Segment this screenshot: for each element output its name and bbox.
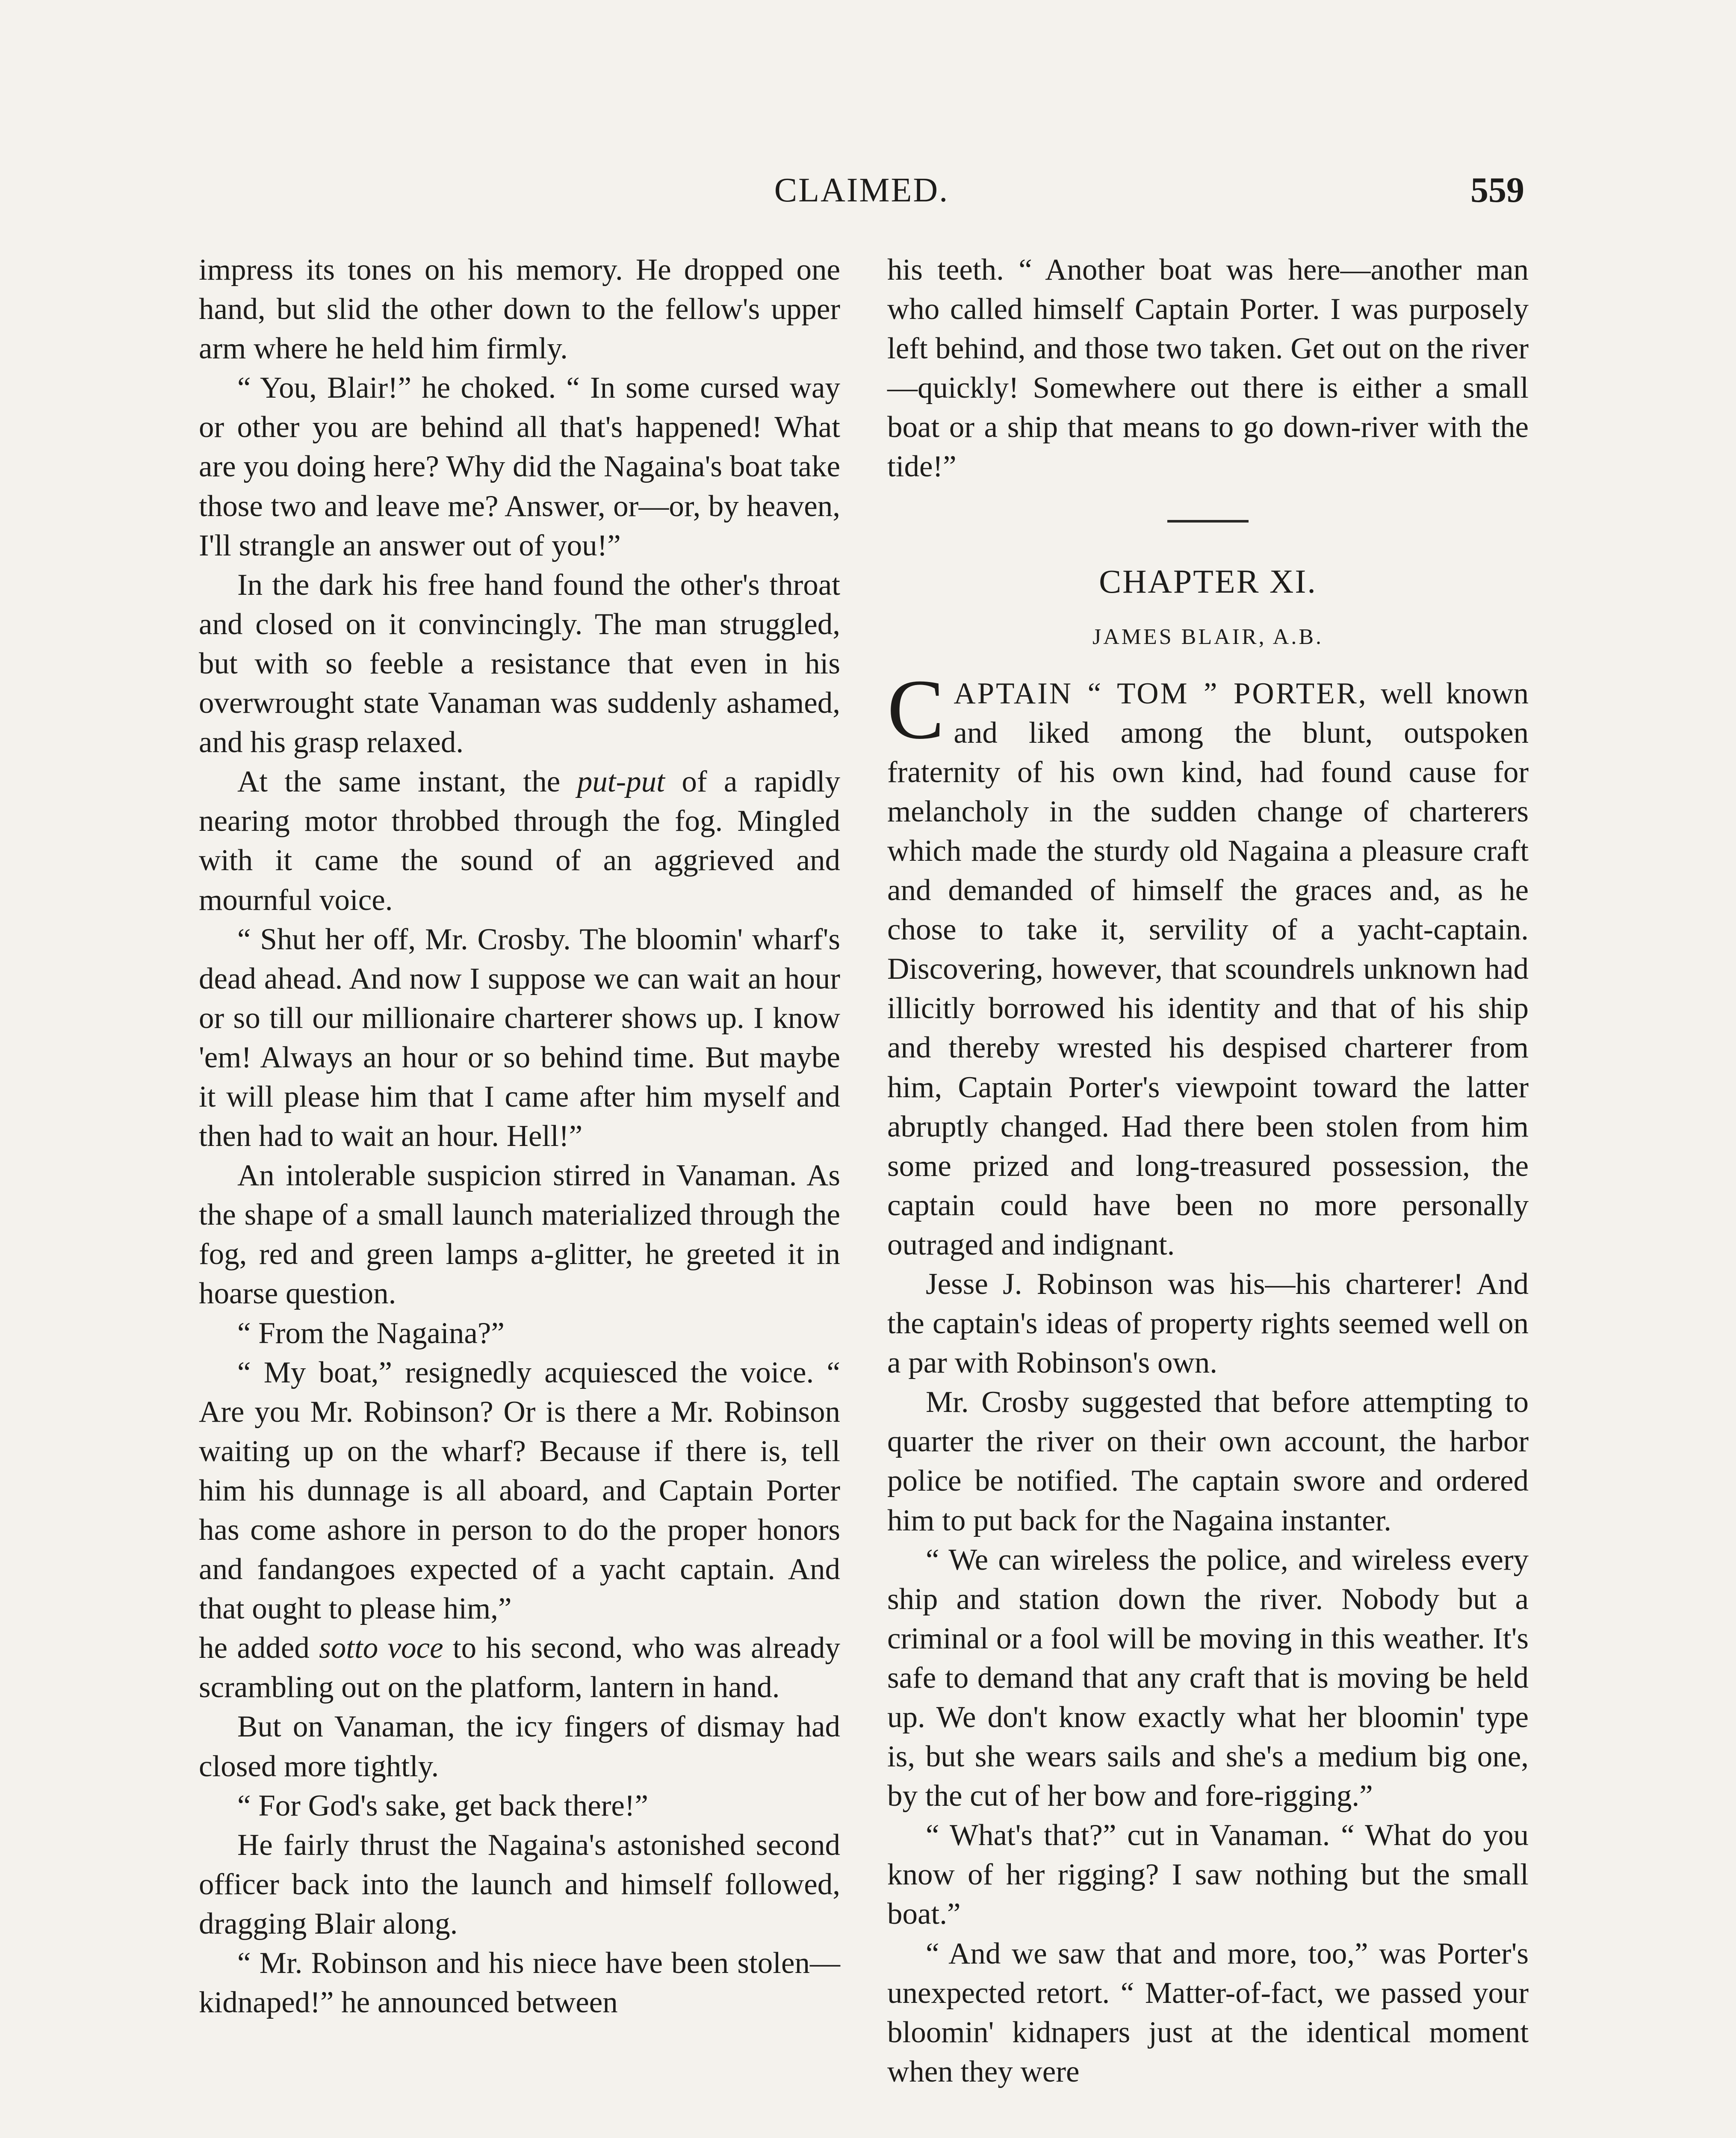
page-number: 559	[1470, 170, 1524, 210]
section-divider	[1167, 520, 1249, 523]
page-header	[199, 171, 1524, 218]
chapter-subtitle: JAMES BLAIR, A.B.	[1092, 624, 1324, 649]
paragraph: “ From the Nagaina?”	[237, 1316, 505, 1350]
running-title: CLAIMED.	[774, 171, 949, 209]
paragraph: “ What's that?” cut in Vanaman. “ What do you know of her rigging? I saw nothing but the small boat.”	[887, 1819, 1529, 1931]
paragraph: In the dark his free hand found the other's throat and closed on it convincingly. The man struggled, but with so feeble a resistance that even in his overwrought state Vanaman was suddenly ashamed, and his grasp relaxed.	[199, 568, 840, 759]
paragraph	[887, 662, 1529, 1264]
paragraph: “ Mr. Robinson and his niece have been stolen—kidnaped!” he announced between	[199, 1946, 840, 2020]
paragraph: But on Vanaman, the icy fingers of dismay had closed more tightly.	[199, 1710, 840, 1783]
paragraph: “ And we saw that and more, too,” was Porter's unexpected retort. “ Matter-of-fact, we passed your bloomin' kidnapers just at the identical moment when they were	[887, 1937, 1529, 2088]
left-column	[199, 250, 840, 2022]
paragraph: “ We can wireless the police, and wireless every ship and station down the river. Nobody but a criminal or a fool will be moving in this weather. It's safe to demand that any craft that is moving be held up. We don't know exactly what her bloomin' type is, but she wears sails and she's a medium big one, by the cut of her bow and fore-rigging.”	[887, 1543, 1529, 1813]
paragraph: Jesse J. Robinson was his—his charterer! And the captain's ideas of property rights seemed well on a par with Robinson's own.	[887, 1267, 1529, 1380]
paragraph: He fairly thrust the Nagaina's astonished second officer back into the launch and himself followed, dragging Blair along.	[199, 1828, 840, 1940]
paragraph: “ My boat,” resignedly acquiesced the voice. “ Are you Mr. Robinson? Or is there a Mr. Robinson waiting up on the wharf? Because if there is, tell him his dunnage is all aboard, and Captain Porter has come ashore in person to do the proper honors and fandangoes expected of a yacht captain. And that ought to please him,”	[199, 1355, 840, 1626]
chapter-heading: CHAPTER XI.	[1099, 562, 1317, 600]
text-run: well known and liked among the blunt, outspoken fraternity of his own kind, had found cause for melancholy in the sudden change of charterers which made the sturdy old Nagaina a pleasure craft and demanded of himself the graces and, as he chose to take it, servility of a yacht-captain. Discovering, however, that scoundrels unknown had illicitly borrowed his identity and that of his ship and thereby wrested his despised charterer from him, Captain Porter's viewpoint toward the latter abruptly changed. Had there been stolen from him some prized and long-treasured possession, the captain could have been no more personally outraged and indignant.	[887, 676, 1529, 1261]
paragraph: “ You, Blair!” he choked. “ In some cursed way or other you are behind all that's happened! What are you doing here? Why did the Nagaina's boat take those two and leave me? Answer, or—or, by heaven, I'll strangle an answer out of you!”	[199, 371, 840, 562]
text-run: to his second, who was	[443, 1631, 741, 1665]
paragraph: An intolerable suspicion stirred in Vanaman. As the shape of a small launch materialized through the fog, red and green lamps a-glitter, he greeted it in hoarse question.	[199, 1159, 840, 1311]
small-caps-opening: APTAIN “ TOM ” PORTER,	[954, 676, 1368, 710]
paragraph: “ For God's sake, get back there!”	[237, 1789, 649, 1822]
right-column	[887, 250, 1529, 2091]
text-run: he added	[199, 1631, 319, 1665]
italic-text: put-put	[577, 765, 665, 799]
paragraph: impress its tones on his memory. He dropped one hand, but slid the other down to the fellow's upper arm where he held him firmly.	[199, 253, 840, 366]
text-run: At the same instant, the	[237, 765, 577, 799]
paragraph: “ Shut her off, Mr. Crosby. The bloomin' wharf's dead ahead. And now I suppose we can wait an hour or so till our millionaire charterer shows up. I know 'em! Always an hour or so behind time. But maybe it will please him that I came after him myself and then had to wait an hour. Hell!”	[199, 922, 840, 1153]
text-run: already scrambling out on the platform, lantern in hand.	[199, 1631, 841, 1704]
drop-cap: C	[887, 662, 945, 757]
paragraph	[199, 762, 840, 919]
text-run: of a rapidly nearing motor throbbed through the fog. Mingled with it came the sound of an aggrieved and mournful voice.	[199, 765, 841, 917]
paragraph: his teeth. “ Another boat was here—another man who called himself Captain Porter. I was purposely left behind, and those two taken. Get out on the river—quickly! Somewhere out there is either a small boat or a ship that means to go down-river with the tide!”	[887, 253, 1529, 484]
paragraph	[199, 1628, 840, 1707]
italic-text: sotto voce	[319, 1631, 443, 1665]
paragraph: Mr. Crosby suggested that before attempting to quarter the river on their own account, the harbor police be notified. The captain swore and ordered him to put back for the Nagaina instanter.	[887, 1385, 1529, 1537]
